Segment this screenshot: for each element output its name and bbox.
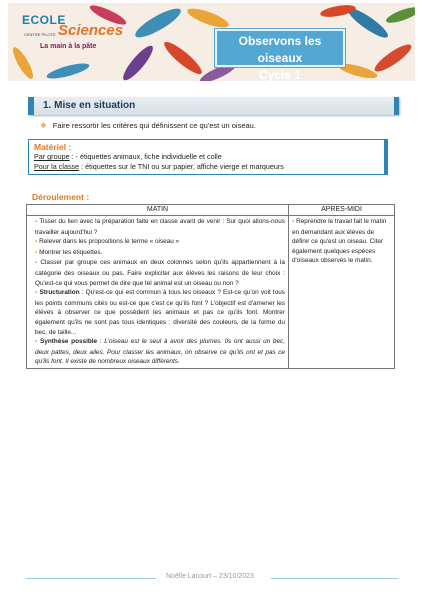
matin-text-1: Tisser du lien avec la préparation faite en classe avant de venir : Sur quoi allons-nous travailler aujourd'hui ?: [35, 218, 285, 236]
page-subtitle: Cycle 1: [258, 68, 302, 82]
materiel-heading: Matériel :: [34, 142, 72, 152]
matin-text-2: Relever dans les propositions le terme « oiseau »: [39, 238, 180, 246]
objective-text: Faire ressortir les critères qui définissent ce qu'est un oiseau.: [52, 121, 256, 130]
matin-text-4: Classer par groupe ces animaux en deux colonnes selon qu'ils appartiennent à la catégorie des oiseaux ou pas. Faire expliciter aux élèves les raisons de leur choix : Qu'est-ce qui vous permet de dire que tel animal est un oiseau ou non ?: [35, 259, 285, 287]
square-bullet-icon: ▪: [35, 239, 38, 246]
objective-bullet: [40, 121, 256, 130]
structuration-label: Structuration: [39, 289, 80, 297]
materiel-classe-row: [34, 162, 379, 172]
groupe-text: : - étiquettes animaux, fiche individuelle et colle: [69, 152, 222, 161]
square-bullet-icon: ▪: [35, 249, 38, 256]
table-header-row: [27, 205, 395, 216]
footer-rule-left: [26, 578, 156, 579]
page-title: Observons les oiseaux: [238, 34, 322, 65]
matin-paragraph: [30, 337, 285, 367]
square-bullet-icon: ▪: [292, 219, 295, 225]
matin-paragraph: [30, 237, 285, 248]
diamond-bullet-icon: ❖: [40, 121, 47, 130]
footer-author-date: Noëlle Lacourt – 23/10/2023: [166, 573, 254, 580]
logo-ecole-text: ECOLE: [22, 13, 66, 27]
square-bullet-icon: ▪: [35, 339, 39, 346]
classe-text: : étiquettes sur le TNI ou sur papier, affiche vierge et marqueurs: [79, 162, 284, 171]
logo-sciences-text: Sciences: [58, 22, 124, 39]
matin-paragraph: [30, 258, 285, 288]
column-header-apres-midi: APRES-MIDI: [289, 205, 395, 216]
apres-midi-text: Reprendre le travail fait le matin en demandant aux élèves de définir ce qu'est un oiseau. Citer également quelques espèces d'oiseaux observés le matin.: [292, 218, 387, 265]
matin-paragraph: [30, 248, 285, 259]
table-row: [27, 216, 395, 369]
matin-cell: [27, 216, 289, 369]
matin-text-3: Montrer les étiquettes.: [39, 248, 103, 256]
footer-rule-right: [271, 578, 398, 579]
matin-text-6: : L'oiseau est le seul à avoir des plumes. Ils ont aussi un bec, deux pattes, deux ailes. Pour classer les animaux, on observe ce qu'ils ont et pas ce qu'ils font. Il existe de nombreux oiseaux différents.: [35, 338, 285, 366]
header-banner: [8, 3, 415, 81]
groupe-label: Par groupe: [34, 152, 70, 161]
deroulement-heading: Déroulement :: [32, 192, 90, 202]
page-title-box: [215, 29, 345, 82]
square-bullet-icon: ▪: [35, 219, 38, 225]
matin-paragraph: [30, 288, 285, 337]
apres-midi-cell: [289, 216, 395, 369]
materiel-box: [28, 139, 388, 175]
section-title: 1. Mise en situation: [43, 100, 136, 111]
logo-tagline: La main à la pâte: [40, 43, 97, 50]
classe-label: Pour la classe: [34, 162, 80, 171]
apres-midi-paragraph: [292, 217, 391, 266]
square-bullet-icon: ▪: [35, 290, 38, 297]
matin-text-5: : Qu'est-ce qui est commun à tous les oiseaux ? Est-ce qu'on voit tous les points communs cités ou est-ce que c'est ce qu'ils font ? L'objectif est d'amener les élèves à observer ce que possèdent les animaux et pas ce qu'ils font. Montrer également qu'ils ne sont pas tous identiques : diversité des couleurs, de la forme du bec, de taille...: [35, 289, 285, 336]
synthese-label: Synthèse possible: [40, 338, 98, 346]
section-heading-bar: [28, 97, 399, 115]
ecole-sciences-logo: [22, 13, 130, 55]
square-bullet-icon: ▪: [35, 260, 39, 267]
column-header-matin: MATIN: [27, 205, 289, 216]
page-footer: [26, 573, 398, 583]
materiel-groupe-row: [34, 152, 379, 162]
logo-small-text: CENTRE PILOTE: [24, 32, 56, 37]
deroulement-table: [26, 204, 395, 369]
matin-paragraph: [30, 217, 285, 237]
